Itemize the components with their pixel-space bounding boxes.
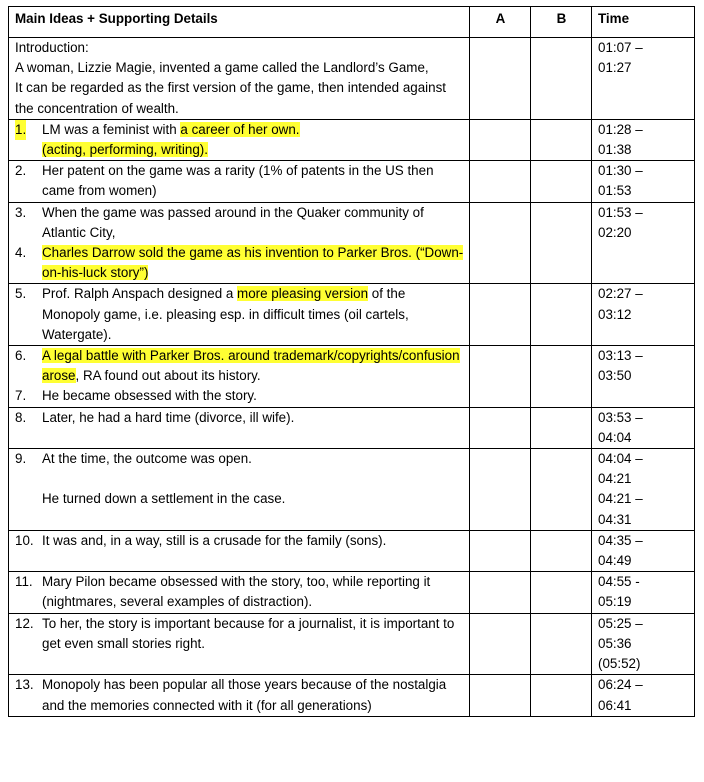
table-row [9,530,695,571]
time-end: 01:53 [598,183,632,199]
cell-b [531,572,592,613]
idea-cell [9,202,470,284]
item-number: 11. [15,574,33,590]
item-text: He became obsessed with the story. [42,388,257,404]
cell-b [531,202,592,284]
time-start: 01:07 – [598,40,643,55]
cell-a [470,119,531,160]
time-end: 05:36 [598,635,632,651]
time-cell [592,613,695,675]
item-number: 8. [15,409,27,425]
highlighted-text: A legal battle with Parker Bros. around trademark/copyrights/confusion arose [42,348,460,384]
table-row [9,675,695,716]
time-cell [592,284,695,346]
idea-cell [9,449,470,531]
time-start: 04:04 – [598,451,643,467]
item-number: 9. [15,451,27,467]
item-number: 5. [15,286,27,302]
notes-table [8,6,695,717]
time-start: 01:30 – [598,163,643,179]
time-start: 01:53 – [598,204,643,220]
idea-cell [9,119,470,160]
cell-a [470,449,531,531]
intro-heading: Introduction: [15,40,89,55]
time-end: 04:49 [598,553,632,569]
time-end: 04:31 [598,511,632,527]
time-cell [592,119,695,160]
table-row [9,407,695,448]
item-text: To her, the story is important because for a journalist, it is important to get even small stories right. [42,615,455,651]
item-text: He turned down a settlement in the case. [42,491,286,507]
idea-cell [9,407,470,448]
cell-a [470,407,531,448]
intro-line: A woman, Lizzie Magie, invented a game called the Landlord’s Game, [15,60,429,76]
time-start: 06:24 – [598,677,643,693]
intro-line: It can be regarded as the first version of the game, then intended against the concentration of wealth. [15,80,447,116]
cell-b [531,407,592,448]
header-b: B [531,7,592,38]
item-number: 3. [15,204,27,220]
item-text: When the game was passed around in the Quaker community of Atlantic City, [42,204,424,240]
time-cell [592,407,695,448]
highlighted-text: a career of her own. [180,121,300,137]
item-number: 13. [15,677,34,693]
idea-cell [9,346,470,408]
time-start: 01:28 – [598,121,643,137]
time-start: 04:35 – [598,532,643,548]
time-end: 01:27 [598,60,632,76]
cell-a [470,284,531,346]
highlighted-text: more pleasing version [237,286,369,302]
table-row [9,38,695,120]
time-cell [592,572,695,613]
header-main: Main Ideas + Supporting Details [9,7,470,38]
time-start: 03:53 – [598,409,643,425]
cell-b [531,38,592,120]
cell-b [531,119,592,160]
time-cell [592,675,695,716]
item-text: Her patent on the game was a rarity (1% of patents in the US then came from women) [42,163,434,199]
table-row [9,119,695,160]
table-row [9,613,695,675]
idea-cell [9,530,470,571]
time-end: 03:50 [598,368,632,384]
highlighted-text: (acting, performing, writing). [42,142,208,158]
item-text: , RA found out about its history. [75,368,261,384]
cell-b [531,284,592,346]
idea-cell [9,572,470,613]
item-number: 1. [15,120,26,140]
cell-b [531,613,592,675]
item-number: 6. [15,348,27,364]
time-end: 02:20 [598,224,632,240]
intro-cell [9,38,470,120]
cell-a [470,161,531,202]
highlighted-text: Charles Darrow sold the game as his invention to Parker Bros. (“Down-on-his-luck story”) [42,245,464,281]
item-number: 2. [15,163,27,179]
time-start: 04:21 – [598,491,643,507]
idea-cell [9,161,470,202]
time-note: (05:52) [598,656,641,672]
item-number: 4. [15,245,27,261]
cell-a [470,572,531,613]
table-row [9,572,695,613]
item-text: of the Monopoly game, i.e. pleasing esp. in difficult times (oil cartels, Watergate). [42,286,409,342]
item-number: 10. [15,532,34,548]
table-row [9,202,695,284]
time-start: 04:55 - [598,574,640,590]
cell-a [470,346,531,408]
item-text: At the time, the outcome was open. [42,451,252,467]
cell-b [531,530,592,571]
header-row [9,7,695,38]
header-time: Time [592,7,695,38]
cell-a [470,675,531,716]
table-row [9,449,695,531]
idea-cell [9,675,470,716]
time-end: 03:12 [598,306,632,322]
time-end: 04:21 [598,471,632,487]
cell-a [470,530,531,571]
time-cell [592,530,695,571]
time-cell [592,202,695,284]
cell-b [531,161,592,202]
idea-cell [9,284,470,346]
idea-cell [9,613,470,675]
item-text: It was and, in a way, still is a crusade for the family (sons). [42,532,387,548]
time-cell [592,449,695,531]
header-a: A [470,7,531,38]
table-row [9,284,695,346]
time-start: 05:25 – [598,615,643,631]
cell-a [470,202,531,284]
item-text: Monopoly has been popular all those years because of the nostalgia and the memories connected with it (for all generations) [42,677,447,713]
time-end: 01:38 [598,142,632,158]
cell-b [531,675,592,716]
time-cell [592,38,695,120]
time-end: 05:19 [598,594,632,610]
item-number: 7. [15,388,27,404]
time-cell [592,346,695,408]
item-number: 12. [15,615,34,631]
item-text: Mary Pilon became obsessed with the story, too, while reporting it (nightmares, several examples of distraction). [42,574,431,610]
time-cell [592,161,695,202]
cell-a [470,613,531,675]
cell-b [531,449,592,531]
item-text: Prof. Ralph Anspach designed a [42,286,238,302]
cell-a [470,38,531,120]
cell-b [531,346,592,408]
time-end: 06:41 [598,697,632,713]
table-row [9,346,695,408]
time-start: 02:27 – [598,286,643,302]
table-row [9,161,695,202]
item-text: Later, he had a hard time (divorce, ill wife). [42,409,295,425]
time-start: 03:13 – [598,348,643,364]
item-text: LM was a feminist with [42,121,181,137]
time-end: 04:04 [598,429,632,445]
